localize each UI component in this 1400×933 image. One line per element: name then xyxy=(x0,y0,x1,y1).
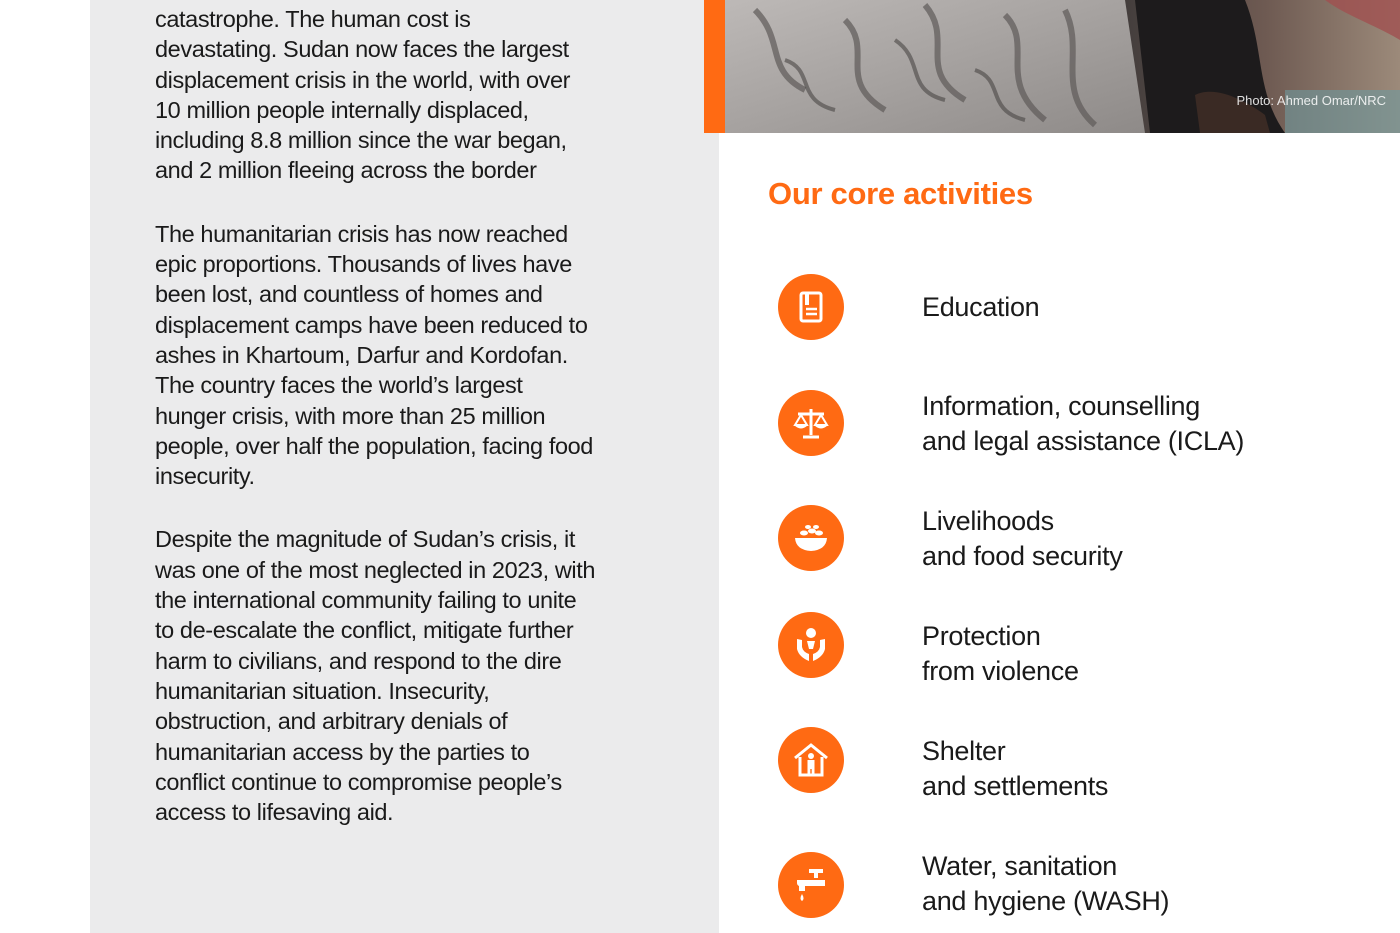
activity-education xyxy=(778,273,1378,343)
activity-label xyxy=(922,734,1108,804)
activity-shelter xyxy=(778,734,1378,804)
text-line: humanitarian access by the parties to xyxy=(155,738,530,765)
text-line: displacement camps have been reduced to xyxy=(155,311,588,338)
text-line: was one of the most neglected in 2023, with xyxy=(155,556,596,583)
photo-accent-bar xyxy=(704,0,725,133)
activity-label xyxy=(922,290,1039,325)
photo-credit: Photo: Ahmed Omar/NRC xyxy=(1236,93,1386,108)
text-line: obstruction, and arbitrary denials of xyxy=(155,708,508,735)
body-text-column xyxy=(155,4,665,860)
paragraph-2 xyxy=(155,219,665,492)
activity-icla xyxy=(778,389,1378,459)
activity-label-line: and legal assistance (ICLA) xyxy=(922,426,1245,456)
text-line: The humanitarian crisis has now reached xyxy=(155,220,568,247)
text-line: displacement crisis in the world, with over xyxy=(155,66,571,93)
text-line: people, over half the population, facing food xyxy=(155,432,593,459)
text-line: catastrophe. The human cost is xyxy=(155,6,471,32)
activity-label xyxy=(922,504,1123,574)
shelter-icon xyxy=(778,727,844,793)
text-line: The country faces the world’s largest xyxy=(155,372,523,399)
activity-label-line: and food security xyxy=(922,541,1123,571)
paragraph-1 xyxy=(155,4,665,186)
activity-label xyxy=(922,389,1244,459)
activity-label xyxy=(922,619,1079,689)
text-line: Despite the magnitude of Sudan’s crisis, it xyxy=(155,526,575,553)
activity-label-line: Education xyxy=(922,292,1040,322)
photo-illustration xyxy=(725,0,1400,133)
activity-label-line: Livelihoods xyxy=(922,506,1054,536)
book-icon xyxy=(778,274,844,340)
activity-label-line: Protection xyxy=(922,621,1041,651)
core-activities-title: Our core activities xyxy=(768,176,1033,211)
scales-icon xyxy=(778,390,844,456)
text-line: to de-escalate the conflict, mitigate further xyxy=(155,617,574,644)
text-line: including 8.8 million since the war began, xyxy=(155,127,567,154)
text-line: and 2 million fleeing across the border xyxy=(155,157,537,184)
activity-label-line: and hygiene (WASH) xyxy=(922,886,1170,916)
activity-label-line: and settlements xyxy=(922,771,1109,801)
text-line: devastating. Sudan now faces the largest xyxy=(155,36,569,63)
activity-label-line: Shelter xyxy=(922,736,1006,766)
activity-label-line: Water, sanitation xyxy=(922,851,1118,881)
text-line: ashes in Khartoum, Darfur and Kordofan. xyxy=(155,341,568,368)
header-photo xyxy=(704,0,1400,133)
activity-label-line: Information, counselling xyxy=(922,391,1200,421)
text-line: epic proportions. Thousands of lives have xyxy=(155,251,572,278)
activity-protection xyxy=(778,619,1378,689)
water-tap-icon xyxy=(778,852,844,918)
activity-wash xyxy=(778,849,1378,919)
text-line: hunger crisis, with more than 25 million xyxy=(155,402,546,429)
activity-label-line: from violence xyxy=(922,656,1079,686)
activity-label xyxy=(922,849,1169,919)
text-line: 10 million people internally displaced, xyxy=(155,96,529,123)
text-line: insecurity. xyxy=(155,463,255,490)
activity-livelihoods xyxy=(778,504,1378,574)
food-bowl-icon xyxy=(778,505,844,571)
hands-protection-icon xyxy=(778,612,844,678)
text-line: humanitarian situation. Insecurity, xyxy=(155,677,490,704)
text-line: harm to civilians, and respond to the dire xyxy=(155,647,562,674)
text-line: the international community failing to unite xyxy=(155,587,577,614)
text-line: been lost, and countless of homes and xyxy=(155,281,543,308)
paragraph-3 xyxy=(155,524,665,827)
text-line: conflict continue to compromise people’s xyxy=(155,768,562,795)
text-line: access to lifesaving aid. xyxy=(155,799,394,826)
